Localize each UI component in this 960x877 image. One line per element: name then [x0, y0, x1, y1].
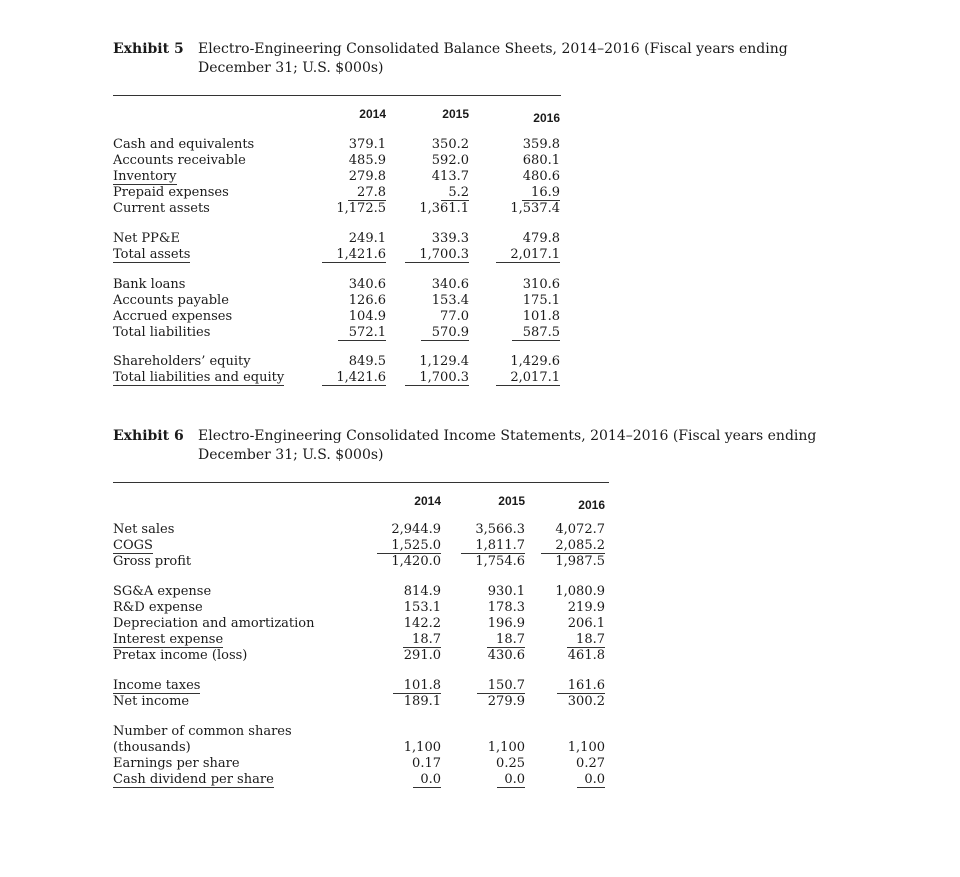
table-row [113, 247, 562, 263]
value-cell-2015: 77.0 [440, 309, 469, 324]
value-cell-2016: 680.1 [522, 153, 560, 168]
exhibit6-title [113, 427, 817, 467]
row-label: Prepaid expenses [113, 185, 229, 200]
value-cell-2016: 310.6 [522, 277, 560, 292]
income-statement-table [113, 482, 613, 802]
table-row [113, 616, 607, 632]
year-header-2015: 2015 [442, 107, 469, 121]
value-cell-2014: 126.6 [348, 293, 386, 308]
value-cell-2016: 16.9 [522, 185, 560, 201]
table-row [113, 185, 562, 201]
row-label: Depreciation and amortization [113, 616, 315, 631]
value-cell-2015: 279.9 [487, 694, 525, 709]
value-cell-2016: 206.1 [567, 616, 605, 631]
value-cell-2014: 1,421.6 [322, 247, 386, 263]
value-cell-2014: 849.5 [348, 354, 386, 369]
value-cell-2014: 379.1 [348, 137, 386, 152]
table-row [113, 694, 607, 710]
table-row [113, 584, 607, 600]
value-cell-2016: 1,537.4 [510, 201, 560, 216]
table-row [113, 648, 607, 664]
row-label: Accrued expenses [113, 309, 233, 324]
year-header-2016: 2016 [578, 498, 605, 512]
value-cell-2016: 161.6 [557, 678, 605, 694]
value-cell-2016: 2,017.1 [496, 247, 560, 263]
value-cell-2016: 175.1 [522, 293, 560, 308]
value-cell-2015: 178.3 [487, 600, 525, 615]
table-row [113, 678, 607, 694]
value-cell-2015: 0.0 [497, 772, 525, 788]
row-label: Net income [113, 694, 190, 709]
year-header-2014: 2014 [414, 494, 441, 508]
table-top-rule [113, 95, 561, 96]
value-cell-2015: 592.0 [431, 153, 469, 168]
table-row [113, 538, 607, 554]
row-label: Cash dividend per share [113, 772, 274, 787]
value-cell-2014: 101.8 [393, 678, 441, 694]
value-cell-2016: 461.8 [567, 648, 605, 663]
value-cell-2014: 1,100 [403, 740, 441, 755]
exhibit5-title-line1: Electro-Engineering Consolidated Balance Sheets, 2014–2016 (Fiscal years ending [198, 41, 788, 57]
table-row [113, 137, 562, 153]
value-cell-2016: 1,429.6 [510, 354, 560, 369]
value-cell-2015: 150.7 [477, 678, 525, 694]
value-cell-2015: 18.7 [487, 632, 525, 648]
value-cell-2015: 1,361.1 [419, 201, 469, 216]
table-row [113, 724, 607, 740]
exhibit6-title-line2: December 31; U.S. $000s) [198, 447, 384, 463]
value-cell-2016: 480.6 [522, 169, 560, 184]
table-row [113, 201, 562, 217]
value-cell-2014: 279.8 [348, 169, 386, 184]
value-cell-2016: 2,085.2 [541, 538, 605, 554]
value-cell-2016: 1,987.5 [555, 554, 605, 569]
value-cell-2014: 27.8 [348, 185, 386, 201]
table-row [113, 309, 562, 325]
value-cell-2015: 430.6 [487, 648, 525, 663]
value-cell-2015: 1,700.3 [405, 370, 469, 386]
value-cell-2014: 485.9 [348, 153, 386, 168]
balance-sheet-table [113, 95, 563, 395]
exhibit5-label: Exhibit 5 [113, 41, 184, 57]
exhibit6-title-line1: Electro-Engineering Consolidated Income Statements, 2014–2016 (Fiscal years ending [198, 428, 817, 444]
row-label: Gross profit [113, 554, 192, 569]
value-cell-2015: 350.2 [431, 137, 469, 152]
row-label: Total assets [113, 247, 191, 262]
value-cell-2014: 1,420.0 [391, 554, 441, 569]
value-cell-2015: 1,754.6 [475, 554, 525, 569]
value-cell-2014: 2,944.9 [391, 522, 441, 537]
row-label: (thousands) [113, 740, 191, 755]
value-cell-2016: 479.8 [522, 231, 560, 246]
row-label: Total liabilities and equity [113, 370, 285, 385]
value-cell-2016: 101.8 [522, 309, 560, 324]
table-row [113, 772, 607, 788]
value-cell-2015: 3,566.3 [475, 522, 525, 537]
value-cell-2014: 104.9 [348, 309, 386, 324]
row-label: Total liabilities [113, 325, 211, 340]
value-cell-2015: 339.3 [431, 231, 469, 246]
row-label: Shareholders’ equity [113, 354, 251, 369]
table-row [113, 231, 562, 247]
value-cell-2014: 153.1 [403, 600, 441, 615]
table-row [113, 293, 562, 309]
row-label: Income taxes [113, 678, 201, 693]
row-label: Interest expense [113, 632, 224, 647]
value-cell-2015: 570.9 [421, 325, 469, 341]
value-cell-2014: 0.17 [412, 756, 441, 771]
value-cell-2015: 413.7 [431, 169, 469, 184]
row-label: COGS [113, 538, 153, 553]
row-label: R&D expense [113, 600, 203, 615]
value-cell-2015: 930.1 [487, 584, 525, 599]
year-header-2015: 2015 [498, 494, 525, 508]
value-cell-2016: 219.9 [567, 600, 605, 615]
year-header-2014: 2014 [359, 107, 386, 121]
value-cell-2014: 291.0 [403, 648, 441, 663]
row-label: Bank loans [113, 277, 186, 292]
value-cell-2016: 587.5 [512, 325, 560, 341]
value-cell-2014: 1,421.6 [322, 370, 386, 386]
value-cell-2014: 0.0 [413, 772, 441, 788]
value-cell-2015: 1,811.7 [461, 538, 525, 554]
value-cell-2016: 0.27 [576, 756, 605, 771]
row-label: Accounts payable [113, 293, 229, 308]
exhibit6-label: Exhibit 6 [113, 428, 184, 444]
row-label: Cash and equivalents [113, 137, 255, 152]
value-cell-2014: 1,172.5 [336, 201, 386, 216]
value-cell-2015: 196.9 [487, 616, 525, 631]
value-cell-2016: 4,072.7 [555, 522, 605, 537]
value-cell-2015: 340.6 [431, 277, 469, 292]
exhibit5-title-line2: December 31; U.S. $000s) [198, 60, 384, 76]
value-cell-2014: 814.9 [403, 584, 441, 599]
value-cell-2016: 359.8 [522, 137, 560, 152]
table-row [113, 277, 562, 293]
value-cell-2016: 1,080.9 [555, 584, 605, 599]
value-cell-2014: 1,525.0 [377, 538, 441, 554]
value-cell-2016: 0.0 [577, 772, 605, 788]
value-cell-2014: 18.7 [403, 632, 441, 648]
value-cell-2014: 189.1 [403, 694, 441, 709]
value-cell-2014: 340.6 [348, 277, 386, 292]
value-cell-2015: 1,100 [487, 740, 525, 755]
table-row [113, 554, 607, 570]
table-row [113, 370, 562, 386]
table-row [113, 325, 562, 341]
table-row [113, 756, 607, 772]
value-cell-2016: 2,017.1 [496, 370, 560, 386]
row-label: Number of common shares [113, 724, 292, 739]
value-cell-2014: 249.1 [348, 231, 386, 246]
row-label: Current assets [113, 201, 210, 216]
value-cell-2016: 18.7 [567, 632, 605, 648]
row-label: Accounts receivable [113, 153, 246, 168]
value-cell-2016: 1,100 [567, 740, 605, 755]
value-cell-2015: 153.4 [431, 293, 469, 308]
value-cell-2015: 0.25 [496, 756, 525, 771]
table-row [113, 169, 562, 185]
table-row [113, 153, 562, 169]
table-top-rule [113, 482, 609, 483]
table-row [113, 740, 607, 756]
row-label: Net sales [113, 522, 175, 537]
table-row [113, 600, 607, 616]
value-cell-2016: 300.2 [567, 694, 605, 709]
year-header-2016: 2016 [533, 111, 560, 125]
row-label: Pretax income (loss) [113, 648, 248, 663]
table-row [113, 354, 562, 370]
value-cell-2014: 142.2 [403, 616, 441, 631]
exhibit5-title [113, 40, 813, 80]
value-cell-2015: 1,129.4 [419, 354, 469, 369]
value-cell-2015: 1,700.3 [405, 247, 469, 263]
value-cell-2014: 572.1 [338, 325, 386, 341]
row-label: Earnings per share [113, 756, 240, 771]
row-label: SG&A expense [113, 584, 212, 599]
row-label: Inventory [113, 169, 177, 184]
table-row [113, 632, 607, 648]
row-label: Net PP&E [113, 231, 180, 246]
value-cell-2015: 5.2 [441, 185, 469, 201]
table-row [113, 522, 607, 538]
